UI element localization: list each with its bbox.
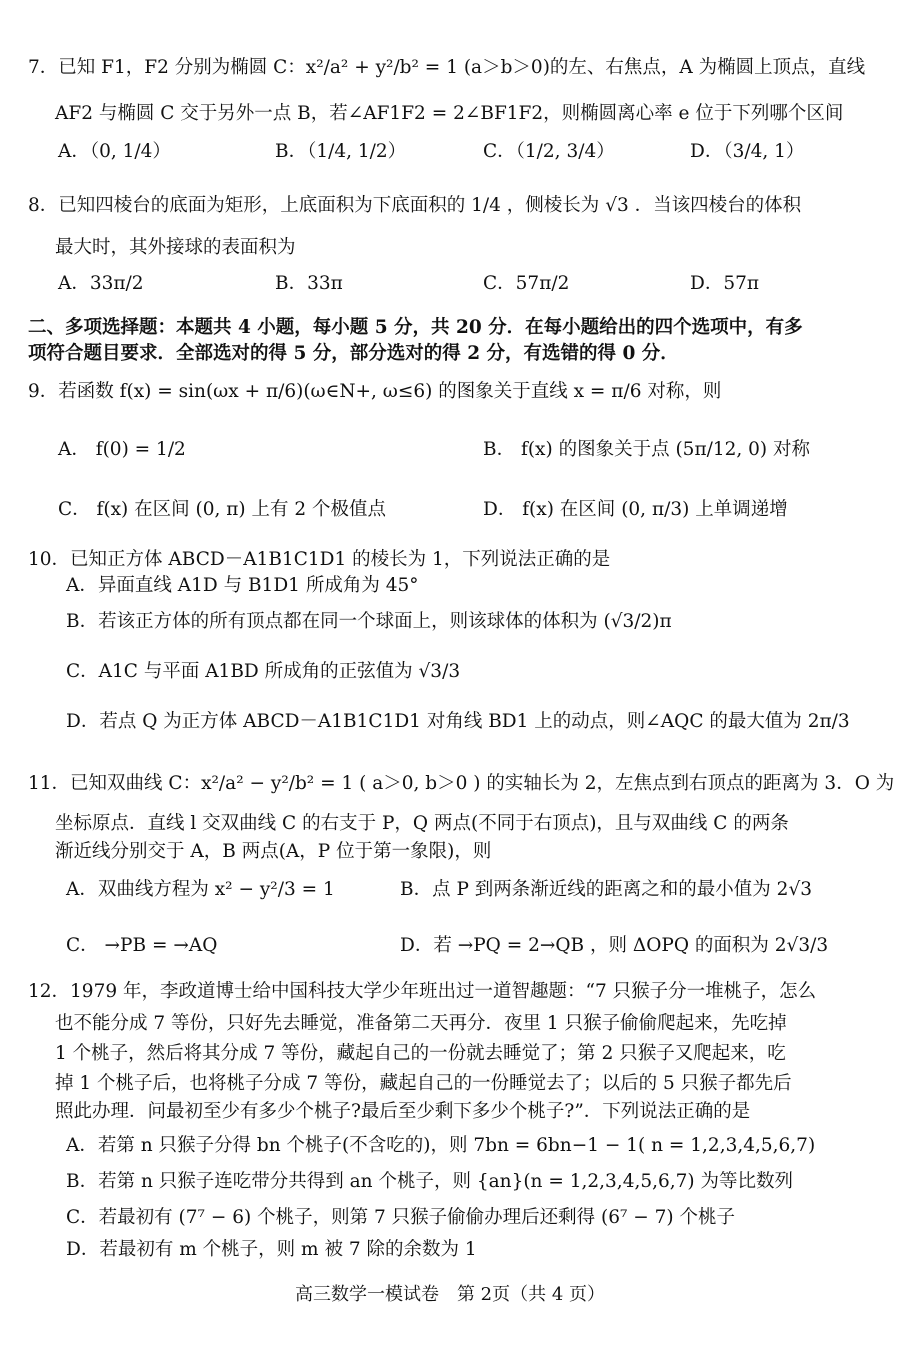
- q12-option-c: C．若最初有 (7⁷ − 6) 个桃子，则第 7 只猴子偷偷办理后还剩得 (6⁷ − 7) 个桃子: [66, 1207, 736, 1228]
- q9-option-c: C． f(x) 在区间 (0, π) 上有 2 个极值点: [58, 499, 387, 520]
- q10-option-d: D．若点 Q 为正方体 ABCD－A1B1C1D1 对角线 BD1 上的动点，则∠AQC 的最大值为 2π/3: [66, 711, 850, 732]
- q10-option-c: C．A1C 与平面 A1BD 所成角的正弦值为 √3/3: [66, 661, 461, 682]
- q10-option-a: A．异面直线 A1D 与 B1D1 所成角为 45°: [66, 575, 419, 596]
- q8-option-a: A．33π/2: [58, 273, 144, 294]
- q7-line-1: 7．已知 F1，F2 分别为椭圆 C：x²/a² + y²/b² = 1 (a＞b＞0)的左、右焦点，A 为椭圆上顶点，直线: [28, 57, 866, 78]
- q7-option-b: B．（1/4, 1/2）: [275, 141, 407, 162]
- q8-line-1: 8．已知四棱台的底面为矩形，上底面积为下底面积的 1/4 ，侧棱长为 √3 ．当该四棱台的体积: [28, 195, 802, 216]
- q12-line-1: 12．1979 年，李政道博士给中国科技大学少年班出过一道智趣题：“7 只猴子分一堆桃子，怎么: [28, 981, 817, 1002]
- q11-line-3: 渐近线分别交于 A，B 两点(A，P 位于第一象限)，则: [55, 841, 492, 862]
- q9-option-b: B． f(x) 的图象关于点 (5π/12, 0) 对称: [483, 439, 811, 460]
- q12-option-a: A．若第 n 只猴子分得 bn 个桃子(不含吃的)，则 7bn = 6bn−1 − 1( n = 1,2,3,4,5,6,7): [66, 1135, 816, 1156]
- q10-option-b: B．若该正方体的所有顶点都在同一个球面上，则该球体的体积为 (√3/2)π: [66, 611, 672, 632]
- q8-line-2: 最大时，其外接球的表面积为: [55, 237, 296, 258]
- section-2-heading-line-2: 项符合题目要求．全部选对的得 5 分，部分选对的得 2 分，有选错的得 0 分．: [28, 343, 679, 364]
- q12-option-d: D．若最初有 m 个桃子，则 m 被 7 除的余数为 1: [66, 1239, 477, 1260]
- q12-line-4: 掉 1 个桃子后，也将桃子分成 7 等份，藏起自己的一份睡觉去了；以后的 5 只猴子都先后: [55, 1073, 792, 1094]
- q8-option-c: C．57π/2: [483, 273, 570, 294]
- q12-line-5: 照此办理．问最初至少有多少个桃子?最后至少剩下多少个桃子?”．下列说法正确的是: [55, 1101, 751, 1122]
- q11-option-d: D．若 →PQ = 2→QB ，则 ΔOPQ 的面积为 2√3/3: [400, 935, 829, 956]
- q11-line-2: 坐标原点．直线 l 交双曲线 C 的右支于 P，Q 两点(不同于右顶点)，且与双曲线 C 的两条: [55, 813, 789, 834]
- q7-option-a: A．（0, 1/4）: [58, 141, 171, 162]
- q9-option-a: A． f(0) = 1/2: [58, 439, 186, 460]
- q11-line-1: 11．已知双曲线 C：x²/a² − y²/b² = 1 ( a＞0, b＞0 ) 的实轴长为 2，左焦点到右顶点的距离为 3．O 为: [28, 773, 895, 794]
- q7-option-c: C．（1/2, 3/4）: [483, 141, 615, 162]
- q12-option-b: B．若第 n 只猴子连吃带分共得到 an 个桃子，则 {an}(n = 1,2,3,4,5,6,7) 为等比数列: [66, 1171, 794, 1192]
- q11-option-c: C． →PB = →AQ: [66, 935, 218, 956]
- q7-option-d: D．（3/4, 1）: [690, 141, 805, 162]
- q9-option-d: D． f(x) 在区间 (0, π/3) 上单调递增: [483, 499, 788, 520]
- q10-line-1: 10．已知正方体 ABCD－A1B1C1D1 的棱长为 1，下列说法正确的是: [28, 549, 611, 570]
- q8-option-b: B．33π: [275, 273, 343, 294]
- q12-line-3: 1 个桃子，然后将其分成 7 等份，藏起自己的一份就去睡觉了；第 2 只猴子又爬起来，吃: [55, 1043, 786, 1064]
- page-footer: 高三数学一模试卷 第 2页（共 4 页）: [294, 1284, 606, 1305]
- q12-line-2: 也不能分成 7 等份，只好先去睡觉，准备第二天再分．夜里 1 只猴子偷偷爬起来，先吃掉: [55, 1013, 787, 1034]
- q11-option-b: B．点 P 到两条渐近线的距离之和的最小值为 2√3: [400, 879, 813, 900]
- q11-option-a: A．双曲线方程为 x² − y²/3 = 1: [66, 879, 335, 900]
- q9-line-1: 9．若函数 f(x) = sin(ωx + π/6)(ω∈N+, ω≤6) 的图象关于直线 x = π/6 对称，则: [28, 381, 722, 402]
- q8-option-d: D．57π: [690, 273, 760, 294]
- q7-line-2: AF2 与椭圆 C 交于另外一点 B，若∠AF1F2 = 2∠BF1F2，则椭圆离心率 e 位于下列哪个区间: [55, 103, 844, 124]
- section-2-heading-line-1: 二、多项选择题：本题共 4 小题，每小题 5 分，共 20 分．在每小题给出的四个选项中，有多: [28, 317, 803, 338]
